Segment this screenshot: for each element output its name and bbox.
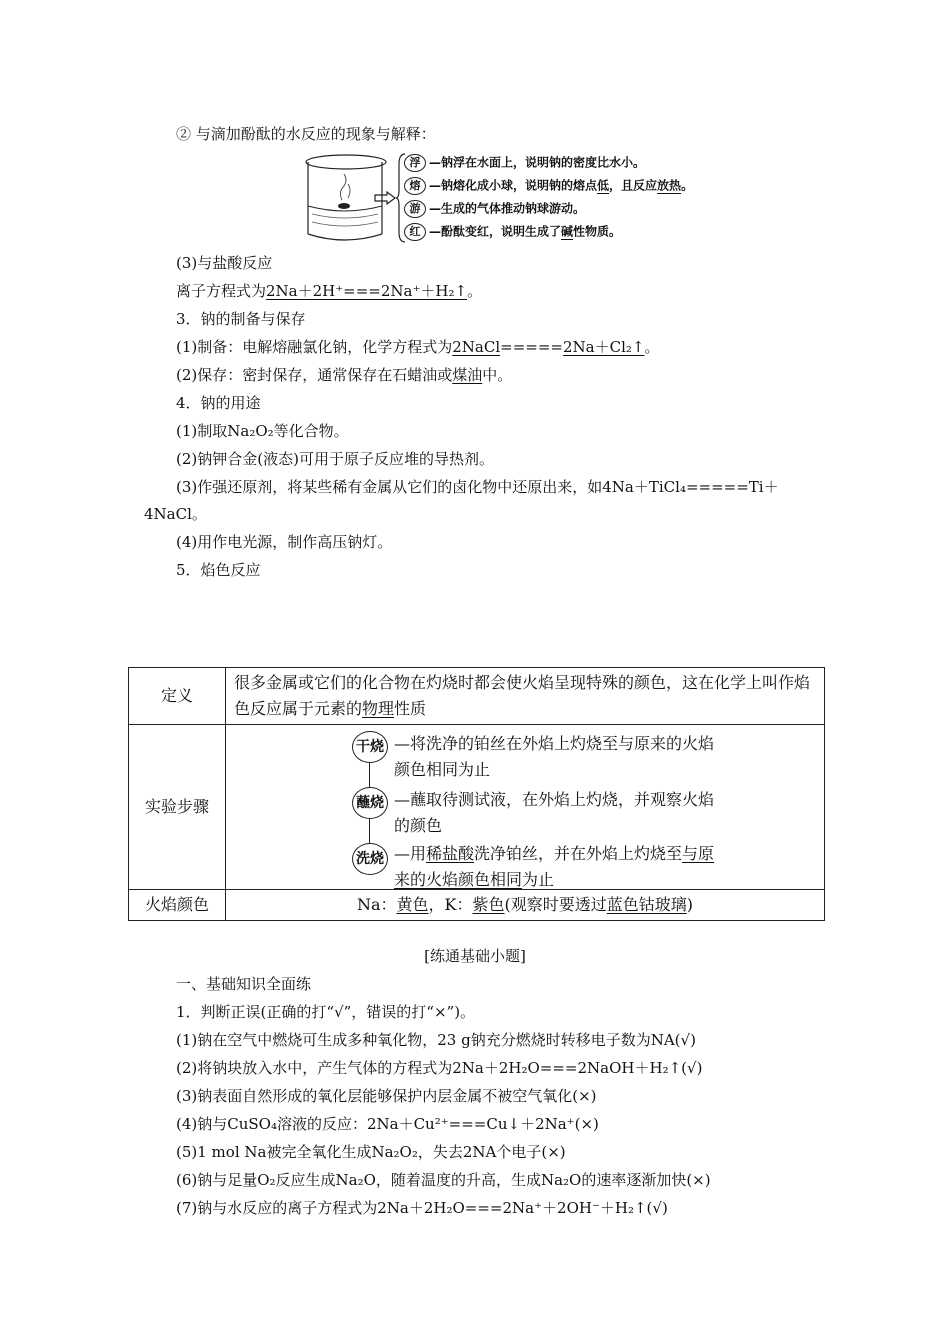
flow-connector [369, 817, 370, 843]
use3-line2: 4NaCl。 [144, 505, 207, 523]
list-item: (4)钠与CuSO₄溶液的反应：2Na＋Cu²⁺===Cu↓＋2Na⁺(×) [176, 1115, 599, 1133]
sec4-title: 4．钠的用途 [176, 394, 261, 412]
list-item: (3)钠表面自然形成的氧化层能够保护内层金属不被空气氧化(×) [176, 1087, 597, 1105]
flame-test-table [128, 667, 825, 921]
step-text-dry-burn: —将洗净的铂丝在外焰上灼烧至与原来的火焰颜色相同为止 [394, 734, 715, 779]
list-item: (2)将钠块放入水中，产生气体的方程式为2Na＋2H₂O===2NaOH＋H₂↑(√) [176, 1059, 703, 1077]
sec5-title: 5．焰色反应 [176, 561, 261, 579]
flow-connector [369, 761, 370, 787]
table-row [129, 668, 825, 725]
color-text: Na：黄色，K：紫色(观察时要透过蓝色钴玻璃) [226, 890, 825, 921]
step-node-dry-burn: 干烧 [352, 731, 388, 763]
melt-badge: 熔 [404, 177, 426, 195]
def-label: 定义 [129, 668, 226, 725]
color-label: 火焰颜色 [129, 890, 226, 921]
phenomenon-float: 浮 —钠浮在水面上，说明钠的密度比水小。 [404, 154, 645, 172]
step-text-dip-burn: —蘸取待测试液，在外焰上灼烧，并观察火焰的颜色 [394, 790, 715, 835]
list-item: (1)钠在空气中燃烧可生成多种氧化物，23 g钠充分燃烧时转移电子数为NA(√) [176, 1031, 696, 1049]
item2-title: ② 与滴加酚酞的水反应的现象与解释： [176, 125, 436, 143]
table-row [129, 725, 825, 890]
prep-line: (1)制备：电解熔融氯化钠，化学方程式为2NaCl=====2Na＋Cl₂↑。 [176, 338, 660, 356]
def-text: 很多金属或它们的化合物在灼烧时都会使火焰呈现特殊的颜色，这在化学上叫作焰色反应属于元素的物理性质 [226, 668, 825, 725]
use1: (1)制取Na₂O₂等化合物。 [176, 422, 349, 440]
part1-title: 一、基础知识全面练 [176, 975, 312, 993]
list-item: (7)钠与水反应的离子方程式为2Na＋2H₂O===2Na⁺＋2OH⁻＋H₂↑(√) [176, 1199, 668, 1217]
hcl-title: (3)与盐酸反应 [176, 254, 273, 272]
list-item: (6)钠与足量O₂反应生成Na₂O，随着温度的升高，生成Na₂O的速率逐渐加快(×) [176, 1171, 711, 1189]
practice-heading: [练通基础小题] [424, 947, 526, 965]
red-badge: 红 [404, 223, 426, 241]
steps-cell [226, 725, 825, 890]
list-item: (5)1 mol Na被完全氧化生成Na₂O₂，失去2NA个电子(×) [176, 1143, 566, 1161]
steps-flow [234, 727, 816, 887]
use2: (2)钠钾合金(液态)可用于原子反应堆的导热剂。 [176, 450, 494, 468]
step-node-dip-burn: 蘸烧 [352, 787, 388, 819]
phenomenon-melt: 熔 —钠熔化成小球，说明钠的熔点低，且反应放热。 [404, 177, 693, 195]
arrow-icon [374, 191, 396, 205]
sec3-title: 3．钠的制备与保存 [176, 310, 306, 328]
use4: (4)用作电光源，制作高压钠灯。 [176, 533, 393, 551]
step-text-wash-burn: —用稀盐酸洗净铂丝，并在外焰上灼烧至与原来的火焰颜色相同为止 [394, 844, 715, 889]
store-line: (2)保存：密封保存，通常保存在石蜡油或煤油中。 [176, 366, 513, 384]
phenomenon-swim: 游 —生成的气体推动钠球游动。 [404, 200, 585, 218]
q1-title: 1．判断正误(正确的打“√”，错误的打“×”)。 [176, 1003, 476, 1021]
table-row [129, 890, 825, 921]
step-node-wash-burn: 洗烧 [352, 843, 388, 875]
steps-label: 实验步骤 [129, 725, 226, 890]
phenomenon-red: 红 —酚酞变红，说明生成了碱性物质。 [404, 223, 621, 241]
sodium-water-figure [298, 150, 694, 246]
swim-badge: 游 [404, 200, 426, 218]
float-badge: 浮 [404, 154, 426, 172]
hcl-equation: 离子方程式为2Na＋2H⁺===2Na⁺＋H₂↑。 [176, 282, 483, 300]
use3-line1: (3)作强还原剂，将某些稀有金属从它们的卤化物中还原出来，如4Na＋TiCl₄=====Ti＋ [176, 478, 779, 496]
